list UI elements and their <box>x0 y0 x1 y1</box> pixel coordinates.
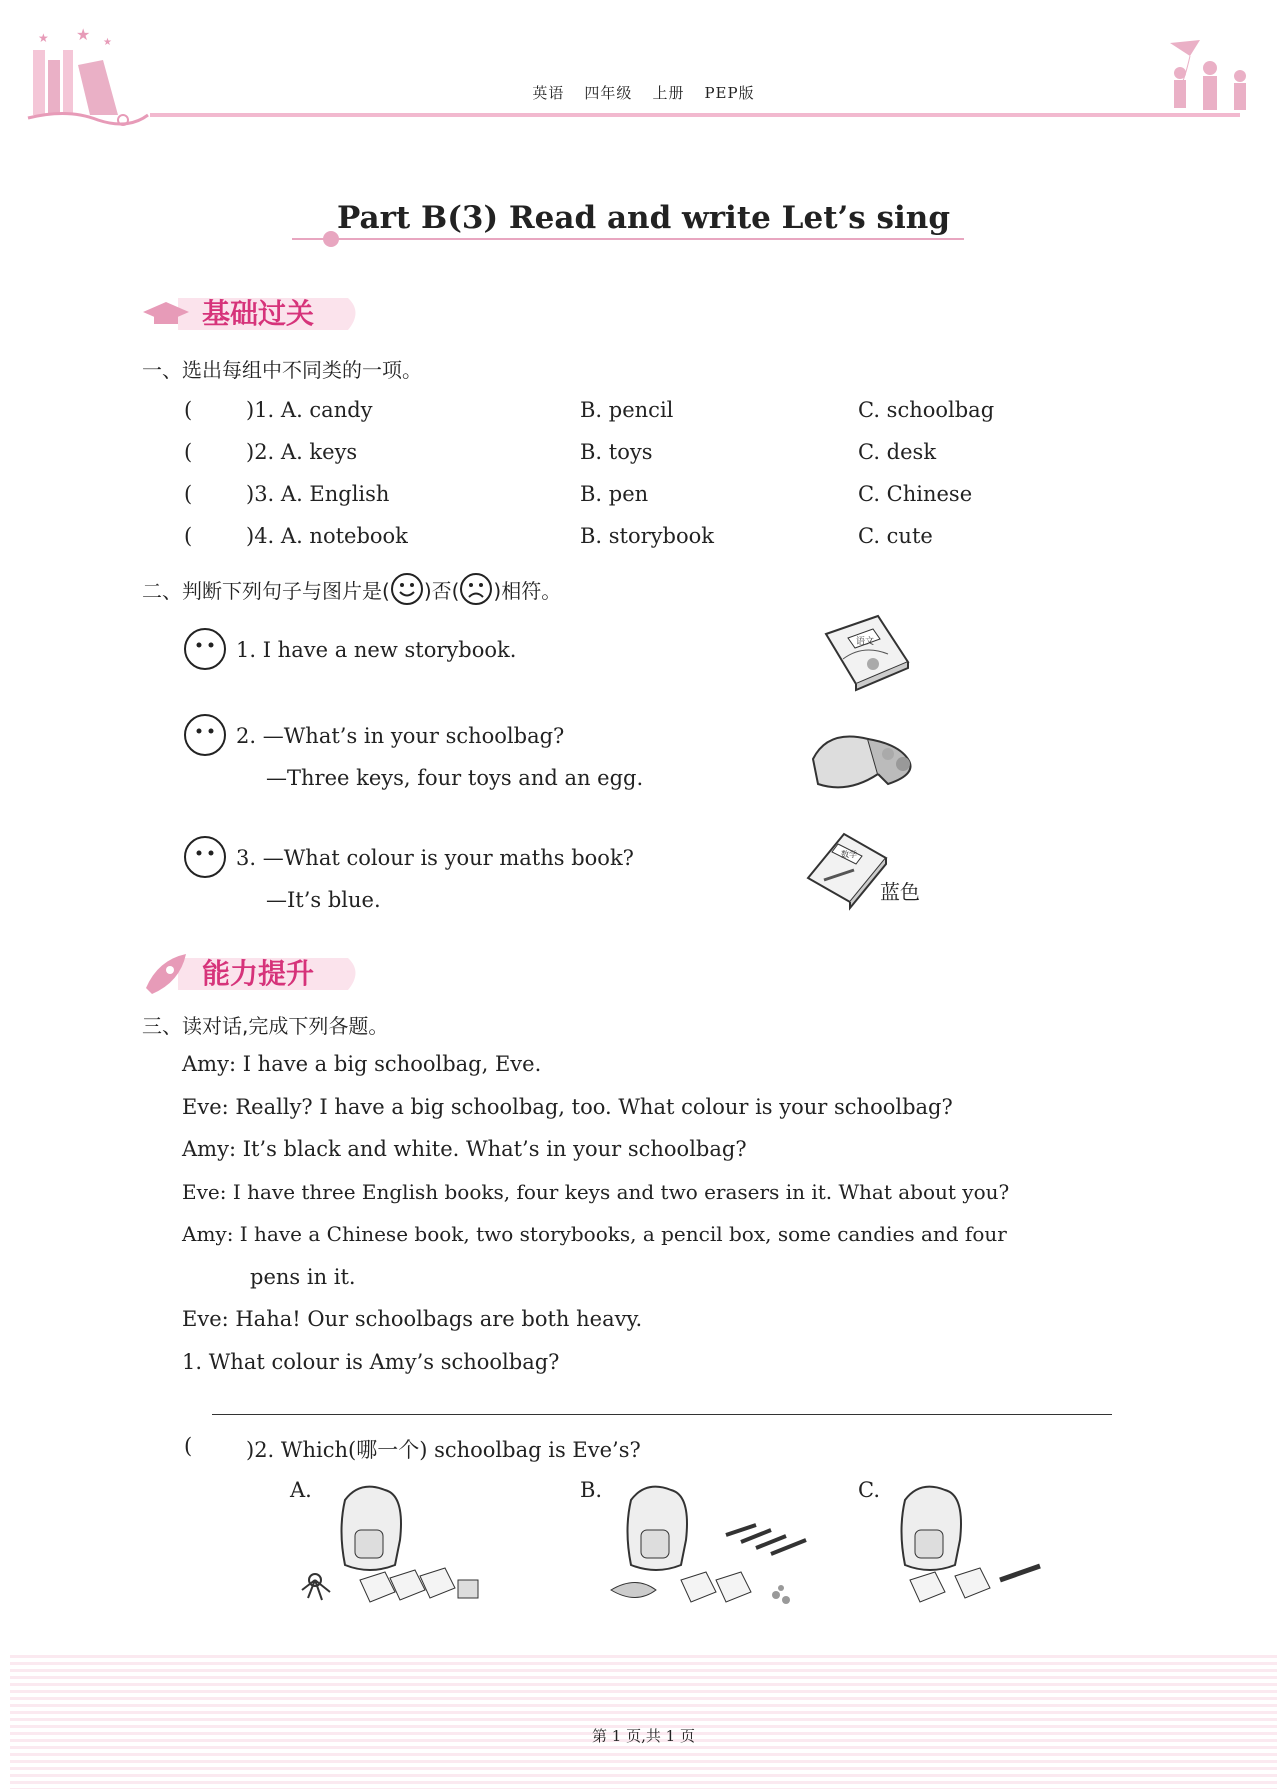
blue-label: 蓝色 <box>880 880 920 904</box>
title-dot <box>323 231 339 247</box>
option-a-picture[interactable] <box>300 1480 490 1610</box>
page-number: 第 1 页,共 1 页 <box>592 1727 695 1745</box>
dialogue-line: Eve: I have three English books, four keys and two erasers in it. What about you? <box>182 1180 1010 1204</box>
sub-question-1: 1. What colour is Amy’s schoolbag? <box>182 1350 560 1374</box>
option-c-picture[interactable] <box>880 1480 1070 1610</box>
option-b-label[interactable]: B. <box>580 1478 603 1502</box>
kids-kite-icon <box>1160 38 1260 118</box>
header-logo <box>28 20 158 130</box>
statement-1: 1. I have a new storybook. <box>236 638 517 662</box>
dialogue-line: Eve: Really? I have a big schoolbag, too. What colour is your schoolbag? <box>182 1095 953 1119</box>
question-row-b: B. toys <box>580 440 653 464</box>
statement-2-line1: 2. —What’s in your schoolbag? <box>236 724 565 748</box>
statement-3-line1: 3. —What colour is your maths book? <box>236 846 634 870</box>
page-title: Part B(3) Read and write Let’s sing <box>337 200 950 236</box>
option-a-label[interactable]: A. <box>290 1478 312 1502</box>
answer-face-2[interactable] <box>184 714 226 756</box>
maths-book-picture <box>804 830 934 910</box>
question-row-a: )1. A. candy <box>246 398 373 422</box>
header-rule <box>150 113 1240 117</box>
answer-face-1[interactable] <box>184 628 226 670</box>
question-row-c: C. Chinese <box>858 482 973 506</box>
question-row-b: B. storybook <box>580 524 714 548</box>
question-row-b: B. pencil <box>580 398 674 422</box>
question-row: ( <box>184 524 193 548</box>
question-row-a: )4. A. notebook <box>246 524 408 548</box>
section-banner-basic <box>138 290 368 334</box>
dialogue-line: Eve: Haha! Our schoolbags are both heavy. <box>182 1307 643 1331</box>
statement-2-line2: —Three keys, four toys and an egg. <box>266 766 644 790</box>
sub-question-2-bracket: ( <box>184 1434 193 1458</box>
question-row-c: C. cute <box>858 524 933 548</box>
question-row-a: )3. A. English <box>246 482 390 506</box>
option-c-label[interactable]: C. <box>858 1478 880 1502</box>
section-label: 能力提升 <box>202 957 315 990</box>
question-row: ( <box>184 482 193 506</box>
schoolbag-books-eraser-icon <box>880 1480 1070 1610</box>
schoolbag-toys-picture <box>808 724 928 794</box>
svg-text:★: ★ <box>103 37 112 48</box>
question-row-a: )2. A. keys <box>246 440 358 464</box>
question-row-b: B. pen <box>580 482 649 506</box>
dialogue-line: Amy: I have a big schoolbag, Eve. <box>182 1052 542 1076</box>
question-2-heading: 二、判断下列句子与图片是( )否( )相符。 <box>142 572 561 606</box>
answer-line[interactable] <box>212 1414 1112 1415</box>
dialogue-line: Amy: It’s black and white. What’s in your schoolbag? <box>182 1137 747 1161</box>
section-label: 基础过关 <box>202 297 315 330</box>
question-row: ( <box>184 398 193 422</box>
books-logo-icon <box>28 20 158 130</box>
svg-text:语文: 语文 <box>856 637 875 647</box>
title-underline <box>292 238 964 240</box>
smiley-face-icon <box>390 572 424 606</box>
question-1-heading: 一、选出每组中不同类的一项。 <box>142 358 422 382</box>
schoolbag-pens-books-icon <box>606 1480 846 1620</box>
section-banner-advanced <box>138 950 368 994</box>
dialogue-line: Amy: I have a Chinese book, two storybooks, a pencil box, some candies and four <box>182 1222 1007 1246</box>
svg-text:★: ★ <box>38 31 49 45</box>
question-row: ( <box>184 440 193 464</box>
footer-band <box>10 1655 1277 1789</box>
svg-text:数学: 数学 <box>841 850 857 859</box>
option-b-picture[interactable] <box>606 1480 846 1620</box>
schoolbag-keys-books-icon <box>300 1480 490 1610</box>
header-subject: 英语 四年级 上册 PEP版 <box>532 84 755 102</box>
sad-face-icon <box>459 572 493 606</box>
question-row-c: C. schoolbag <box>858 398 995 422</box>
answer-face-3[interactable] <box>184 836 226 878</box>
sub-question-2: )2. Which(哪一个) schoolbag is Eve’s? <box>246 1438 641 1462</box>
dialogue-line: pens in it. <box>250 1265 356 1289</box>
question-row-c: C. desk <box>858 440 937 464</box>
open-schoolbag-icon <box>808 724 928 794</box>
storybook-icon <box>818 614 918 694</box>
svg-text:★: ★ <box>76 25 91 44</box>
statement-3-line2: —It’s blue. <box>266 888 381 912</box>
question-3-heading: 三、读对话,完成下列各题。 <box>142 1014 389 1038</box>
storybook-picture <box>818 614 918 694</box>
